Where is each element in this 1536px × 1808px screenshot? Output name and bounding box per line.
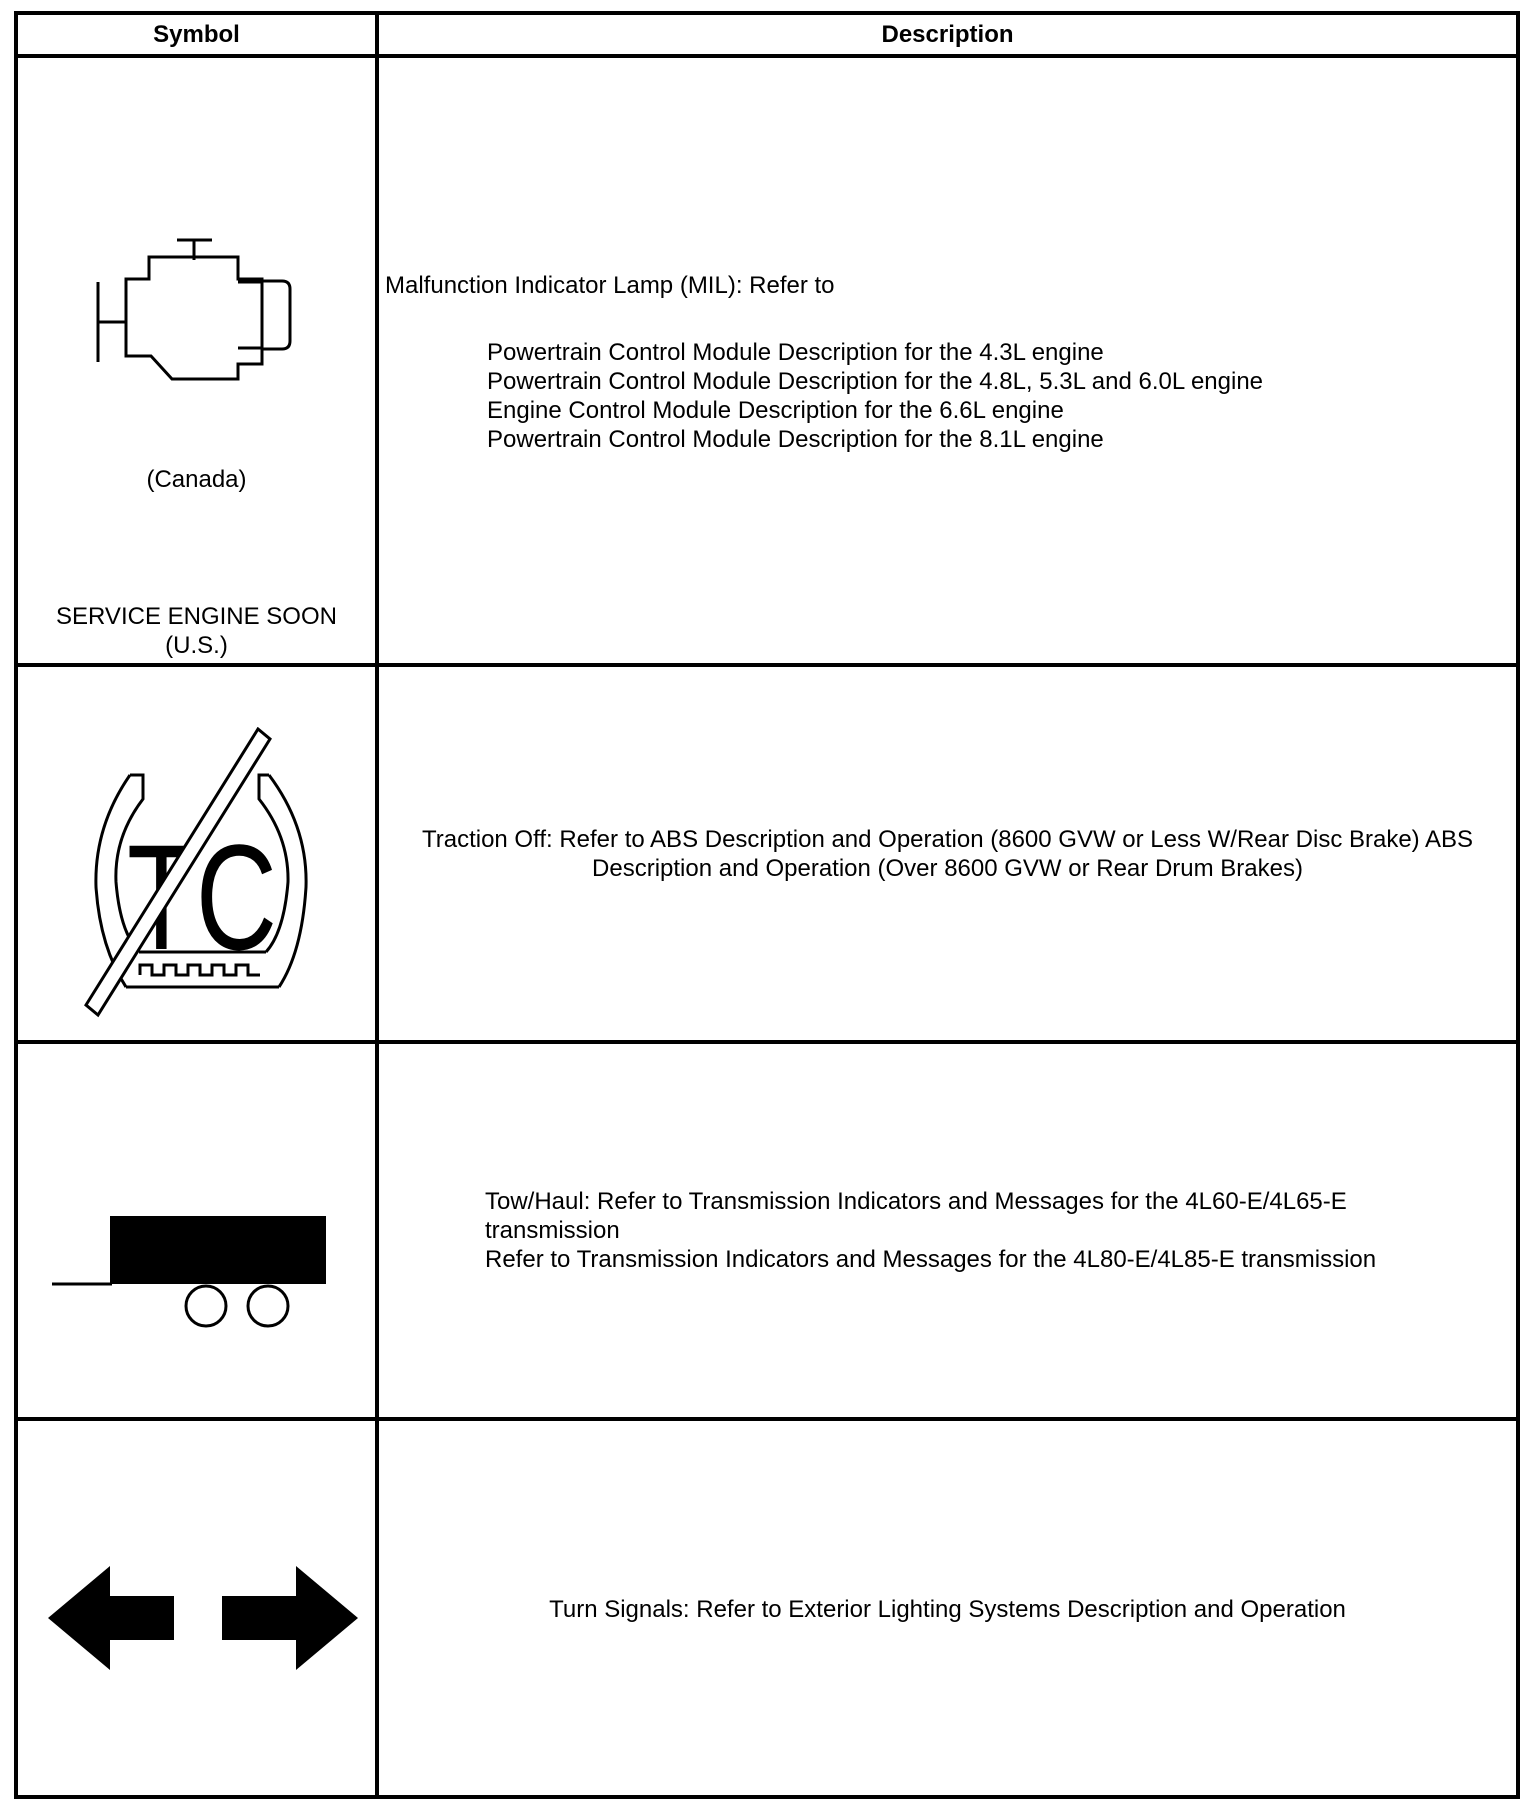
description-line: Description and Operation (Over 8600 GVW or Rear Drum Brakes) — [592, 854, 1303, 882]
description-cell — [377, 665, 1516, 1042]
engine-icon — [96, 230, 292, 382]
tow-haul-description — [379, 1187, 1516, 1274]
table-row — [18, 56, 1516, 665]
mil-description — [385, 271, 1510, 454]
turn-signals-description: Turn Signals: Refer to Exterior Lighting Systems Description and Operation — [549, 1595, 1346, 1623]
table-row — [18, 1042, 1516, 1419]
tow-haul-trailer-icon — [52, 1214, 342, 1334]
list-item: Powertrain Control Module Description for the 8.1L engine — [487, 426, 1104, 453]
symbol-cell — [18, 56, 377, 665]
symbol-cell — [18, 665, 377, 1042]
description-column-header: Description — [377, 15, 1516, 56]
list-item: Powertrain Control Module Description for the 4.3L engine — [487, 339, 1104, 366]
description-line: Tow/Haul: Refer to Transmission Indicators and Messages for the 4L60-E/4L65-E — [485, 1188, 1347, 1215]
list-item: Powertrain Control Module Description for the 4.8L, 5.3L and 6.0L engine — [487, 368, 1264, 395]
turn-signal-arrows-icon — [48, 1566, 358, 1676]
mil-lead-text: Malfunction Indicator Lamp (MIL): Refer to — [385, 272, 835, 299]
table-row — [18, 665, 1516, 1042]
traction-off-description — [379, 825, 1516, 883]
symbol-cell — [18, 1042, 377, 1419]
right-arrow-icon — [222, 1566, 358, 1670]
description-line: Traction Off: Refer to ABS Description and Operation (8600 GVW or Less W/Rear Disc Brake) ABS — [421, 825, 1474, 853]
left-arrow-icon — [48, 1566, 174, 1670]
symbol-cell — [18, 1419, 377, 1797]
description-cell — [377, 56, 1516, 665]
description-cell — [377, 1419, 1516, 1797]
table-header-row — [18, 15, 1516, 56]
service-engine-soon-text: SERVICE ENGINE SOON — [56, 603, 337, 630]
table-row — [18, 1419, 1516, 1797]
description-line: transmission — [485, 1217, 620, 1244]
symbol-description-table — [18, 15, 1516, 1797]
tc-letters: TC — [127, 813, 277, 981]
description-line: Refer to Transmission Indicators and Messages for the 4L80-E/4L85-E transmission — [485, 1246, 1377, 1273]
traction-off-icon — [84, 727, 324, 1027]
service-engine-soon-caption — [18, 602, 375, 660]
symbol-table — [14, 11, 1520, 1799]
list-item: Engine Control Module Description for the 6.6L engine — [487, 397, 1064, 424]
description-cell — [377, 1042, 1516, 1419]
canada-caption: (Canada) — [146, 466, 247, 493]
symbol-column-header: Symbol — [18, 15, 377, 56]
us-caption: (U.S.) — [165, 632, 228, 659]
mil-reference-list — [385, 338, 1510, 454]
